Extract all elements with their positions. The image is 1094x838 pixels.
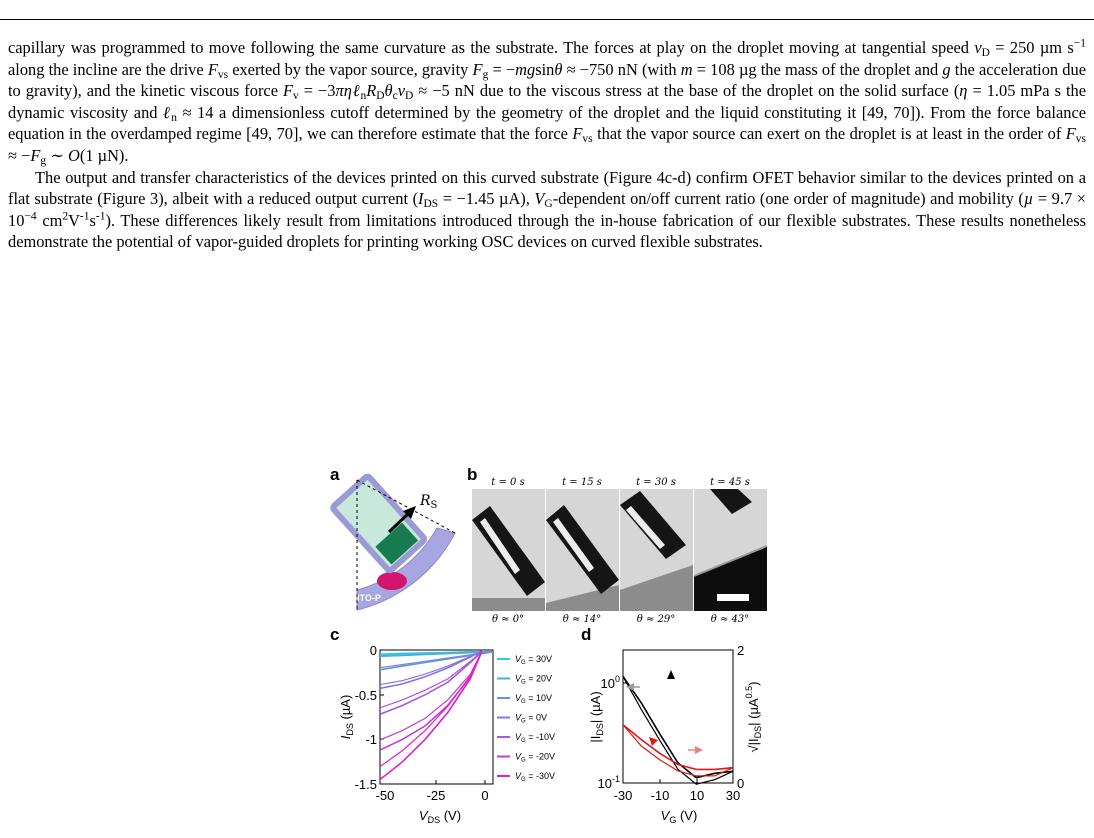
d-xtick-2: 10 xyxy=(689,788,705,803)
text-run: (1 µN). xyxy=(79,145,129,165)
text-run: cm xyxy=(36,210,63,230)
panel-b-letter: b xyxy=(467,465,478,484)
time-label-2: t = 30 s xyxy=(636,477,676,488)
text-run: -1 xyxy=(95,210,106,223)
c-legend-entry: $V_G = -10V$ xyxy=(515,732,555,744)
text-run: v xyxy=(974,38,982,57)
text-run: = 9.7 × 10 xyxy=(8,189,1086,230)
text-run: = −1.45 µA), xyxy=(438,189,535,209)
panel-c xyxy=(330,625,555,825)
text-run: πηℓ xyxy=(335,81,361,101)
d-series-reverse xyxy=(623,677,733,785)
text-run: η xyxy=(959,81,968,101)
frame-2 xyxy=(546,489,619,611)
text-run: µ xyxy=(1023,189,1034,209)
text-run: R xyxy=(366,81,377,101)
body-text xyxy=(8,37,1086,253)
c-ytick-3: -1.5 xyxy=(354,777,377,792)
text-run: θ xyxy=(554,59,563,79)
d-right-tick-1: 0 xyxy=(737,776,745,791)
text-run: m xyxy=(680,59,693,79)
scale-bar xyxy=(717,594,749,601)
text-run: vs xyxy=(1075,133,1086,146)
text-run: D xyxy=(376,90,385,103)
text-run: V xyxy=(534,189,545,209)
text-run: = −3 xyxy=(298,81,336,101)
angle-label-2: θ ≈ 29° xyxy=(636,614,676,625)
text-run: I xyxy=(418,189,424,209)
c-ytick-2: -1 xyxy=(365,732,377,747)
d-left-tick-0: $10^0$ xyxy=(600,674,620,691)
time-label-0: t = 0 s xyxy=(491,477,525,488)
text-run: v xyxy=(293,90,299,103)
text-run: F xyxy=(207,59,218,79)
d-xtick-1: -10 xyxy=(650,788,670,803)
time-label-1: t = 15 s xyxy=(562,477,602,488)
svg-text:RS xyxy=(419,493,438,511)
text-run: sin xyxy=(535,59,555,79)
text-run: θ xyxy=(384,81,393,101)
text-run: = 1.05 mPa s the dynamic viscosity and xyxy=(8,81,1087,122)
d-sweep-arrow-red xyxy=(649,737,658,746)
radius-label: R xyxy=(420,493,431,509)
text-run: = − xyxy=(488,59,516,79)
c-x-axis-label: $V_{DS}$ (V) xyxy=(418,808,462,825)
paragraph-1 xyxy=(8,37,1086,167)
d-right-axis-label: $√|I_{DS}|$ (µA$^{0.5}$) xyxy=(744,681,763,753)
text-run: ≈ − xyxy=(8,145,31,165)
d-left-tick-1: $10^{-1}$ xyxy=(597,774,620,791)
text-run: s xyxy=(89,210,96,230)
text-run: DS xyxy=(423,198,439,211)
text-run: = 108 µg the mass of the droplet and xyxy=(692,59,943,79)
time-label-3: t = 45 s xyxy=(710,477,750,488)
c-legend-entry: $V_G = 10V$ xyxy=(515,693,552,705)
c-ytick-1: -0.5 xyxy=(354,688,377,703)
panel-b xyxy=(467,465,767,625)
frame-4 xyxy=(694,489,767,611)
text-run: F xyxy=(30,145,41,165)
d-series-reverse xyxy=(623,725,733,776)
c-series-line xyxy=(380,652,482,780)
c-xtick-0: -50 xyxy=(375,788,395,803)
text-run: along the incline are the drive xyxy=(8,59,208,79)
panel-d xyxy=(581,625,763,825)
capillary xyxy=(332,475,425,571)
droplet xyxy=(377,572,407,590)
text-run: F xyxy=(472,59,483,79)
text-run: vs xyxy=(217,68,229,81)
d-series-forward xyxy=(623,677,733,778)
panel-c-letter: c xyxy=(330,625,340,644)
text-run: -dependent on/off current ratio (one order of magnitude) and mobility ( xyxy=(552,189,1024,209)
c-xtick-1: -25 xyxy=(426,788,446,803)
d-xtick-3: 30 xyxy=(725,788,741,803)
frame-3 xyxy=(620,489,693,611)
frame-1 xyxy=(472,489,545,611)
c-legend-entry: $V_G = -20V$ xyxy=(515,751,555,764)
text-run: V xyxy=(68,210,80,230)
text-run: ∼ xyxy=(46,145,69,165)
d-right-tick-0: 2 xyxy=(737,643,745,658)
d-xtick-0: -30 xyxy=(613,788,633,803)
text-run: n xyxy=(360,90,367,103)
angle-label-1: θ ≈ 14° xyxy=(562,614,602,625)
text-run: c xyxy=(392,90,398,103)
text-run: G xyxy=(544,198,553,211)
substrate-label: PET-ITO-P xyxy=(337,593,381,603)
text-run: g xyxy=(942,59,951,79)
d-x-axis-label: $V_G$ (V) xyxy=(660,808,698,825)
panel-a xyxy=(330,465,455,610)
text-run: F xyxy=(283,81,294,101)
c-legend-entry: $V_G = 30V$ xyxy=(515,654,552,666)
d-left-axis-label: $|I_{DS}|$ (µA) xyxy=(588,691,605,743)
text-run: O xyxy=(68,145,80,165)
c-ytick-0: 0 xyxy=(369,643,377,658)
angle-label-3: θ ≈ 43° xyxy=(710,614,750,625)
panel-d-letter: d xyxy=(581,625,592,644)
c-y-axis-label: $I_{DS}$ (µA) xyxy=(338,694,355,740)
text-run: = 250 µm s xyxy=(989,38,1074,57)
paragraph-2 xyxy=(8,167,1086,253)
text-run: n xyxy=(171,111,178,124)
panel-a-letter: a xyxy=(330,465,340,484)
text-run: -1 xyxy=(79,210,90,223)
text-run: ≈ 14 a dimensionless cutoff determined by the geometry of the droplet and the liquid constituting it [49, 70]). From the force balance equation in the overdamped regime [49, 70], we can therefore estimate that the force xyxy=(8,102,1087,144)
text-run: F xyxy=(572,124,583,144)
text-run: ≈ −5 nN due to the viscous stress at the base of the droplet on the solid surface ( xyxy=(413,81,960,101)
c-legend-entry: $V_G = 0V$ xyxy=(515,712,547,725)
text-run: capillary was programmed to move following the same curvature as the substrate. The forces at play on the droplet moving at tangential speed xyxy=(8,38,975,57)
c-legend xyxy=(497,654,555,783)
c-legend-entry: $V_G = 20V$ xyxy=(515,673,552,686)
c-legend-entry: $V_G = -30V$ xyxy=(515,771,555,783)
text-run: F xyxy=(1065,124,1076,144)
text-run: v xyxy=(397,81,405,101)
text-run: ≈ −750 nN (with xyxy=(562,59,681,79)
text-run: the acceleration due to gravity), and the kinetic viscous force xyxy=(8,59,1086,101)
text-run: ℓ xyxy=(163,102,172,122)
text-run: that the vapor source can exert on the droplet is at least in the order of xyxy=(592,124,1066,144)
radius-label-sub: S xyxy=(430,500,438,511)
c-plot-area xyxy=(380,651,493,780)
text-run: −1 xyxy=(1073,37,1086,50)
text-run: −4 xyxy=(24,210,37,223)
d-sweep-arrow-black xyxy=(667,670,675,679)
text-run: exerted by the vapor source, gravity xyxy=(228,59,473,79)
text-run: vs xyxy=(582,133,593,146)
text-run: D xyxy=(981,46,990,59)
text-run: g xyxy=(482,68,489,81)
text-run: The output and transfer characteristics of the devices printed on this curved substrate (Figure 4c-d) confirm OFET behavior similar to the devices printed on a flat substrate (Figure 3), albeit with a reduced output current ( xyxy=(8,167,1086,209)
text-run: g xyxy=(40,154,47,167)
d-right-axis-arrow xyxy=(695,746,703,754)
angle-label-0: θ ≈ 0° xyxy=(491,614,525,625)
page-top-rule xyxy=(0,19,1094,20)
d-plot-area xyxy=(623,677,733,785)
text-run: mg xyxy=(515,59,536,79)
text-run: ). These differences likely result from limitations introduced through the in-house fabrication of our flexible substrates. These results nonetheless demonstrate the potential of vapor-guided droplets for printing working OSC devices on curved flexible substrates. xyxy=(8,210,1086,252)
text-run: D xyxy=(404,90,414,103)
c-xtick-2: 0 xyxy=(481,788,489,803)
text-run: 2 xyxy=(62,210,69,223)
